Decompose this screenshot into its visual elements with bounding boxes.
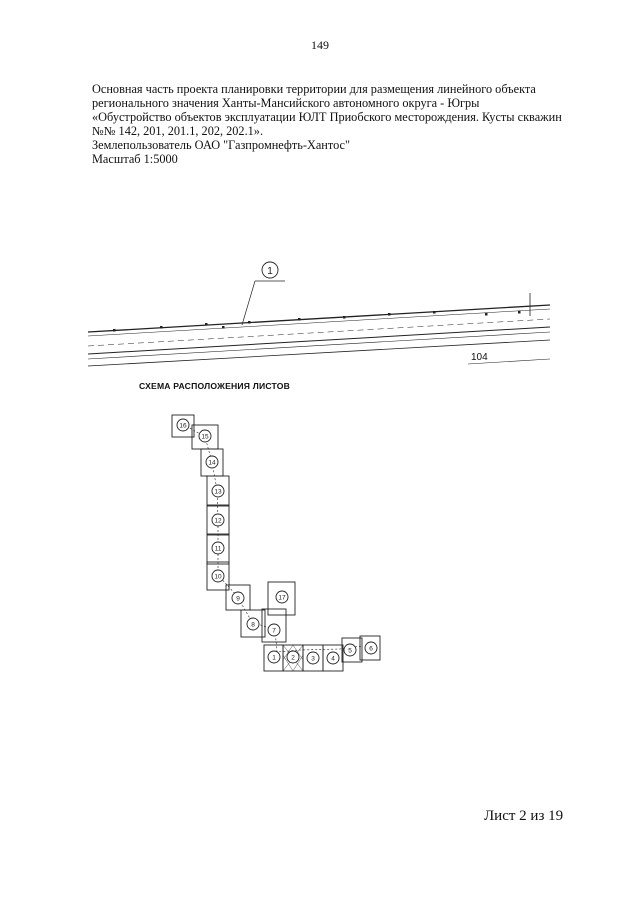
page-number: 149 [311, 38, 329, 52]
sheet-label-17: 17 [278, 594, 286, 602]
sheet-scheme-title: СХЕМА РАСПОЛОЖЕНИЯ ЛИСТОВ [139, 381, 291, 391]
sheet-label-15: 15 [201, 433, 209, 441]
sheet-label-4: 4 [331, 655, 335, 663]
road-edge-top-inner [88, 309, 550, 336]
sheet-label-16: 16 [179, 422, 187, 430]
road-edge-top [88, 305, 550, 332]
callout-leader [242, 281, 255, 325]
sheet-label-12: 12 [214, 517, 222, 525]
land-user: Землепользователь ОАО "Газпромнефть-Хантос" [92, 138, 351, 152]
sheet-label-10: 10 [214, 573, 222, 581]
sheet-counter: Лист 2 из 19 [484, 808, 564, 824]
sheet-label-11: 11 [214, 545, 222, 553]
header-line-4: №№ 142, 201, 201.1, 202, 202.1». [92, 124, 264, 138]
header-line-2: регионального значения Ханты-Мансийского автономного округа - Югры [92, 96, 480, 110]
sheet-label-9: 9 [236, 595, 240, 603]
sheet-label-1: 1 [272, 654, 276, 662]
header-line-3: «Обустройство объектов эксплуатации ЮЛТ Приобского месторождения. Кусты скважин [92, 110, 562, 124]
plan-fragment [88, 262, 550, 366]
callout-label: 1 [267, 266, 273, 277]
sheet-label-6: 6 [369, 645, 373, 653]
sheet-label-7: 7 [272, 627, 276, 635]
road-label: 104 [471, 352, 488, 363]
sheet-label-14: 14 [208, 459, 216, 467]
road-edge-bottom [88, 327, 550, 354]
sheet-label-2: 2 [291, 654, 295, 662]
road-centerline [88, 319, 550, 346]
header-line-1: Основная часть проекта планировки территории для размещения линейного объекта [92, 82, 536, 96]
sheet-label-13: 13 [214, 488, 222, 496]
scale: Масштаб 1:5000 [92, 152, 178, 166]
sheet-label-8: 8 [251, 621, 255, 629]
sheet-label-5: 5 [348, 647, 352, 655]
sheet-label-3: 3 [311, 655, 315, 663]
